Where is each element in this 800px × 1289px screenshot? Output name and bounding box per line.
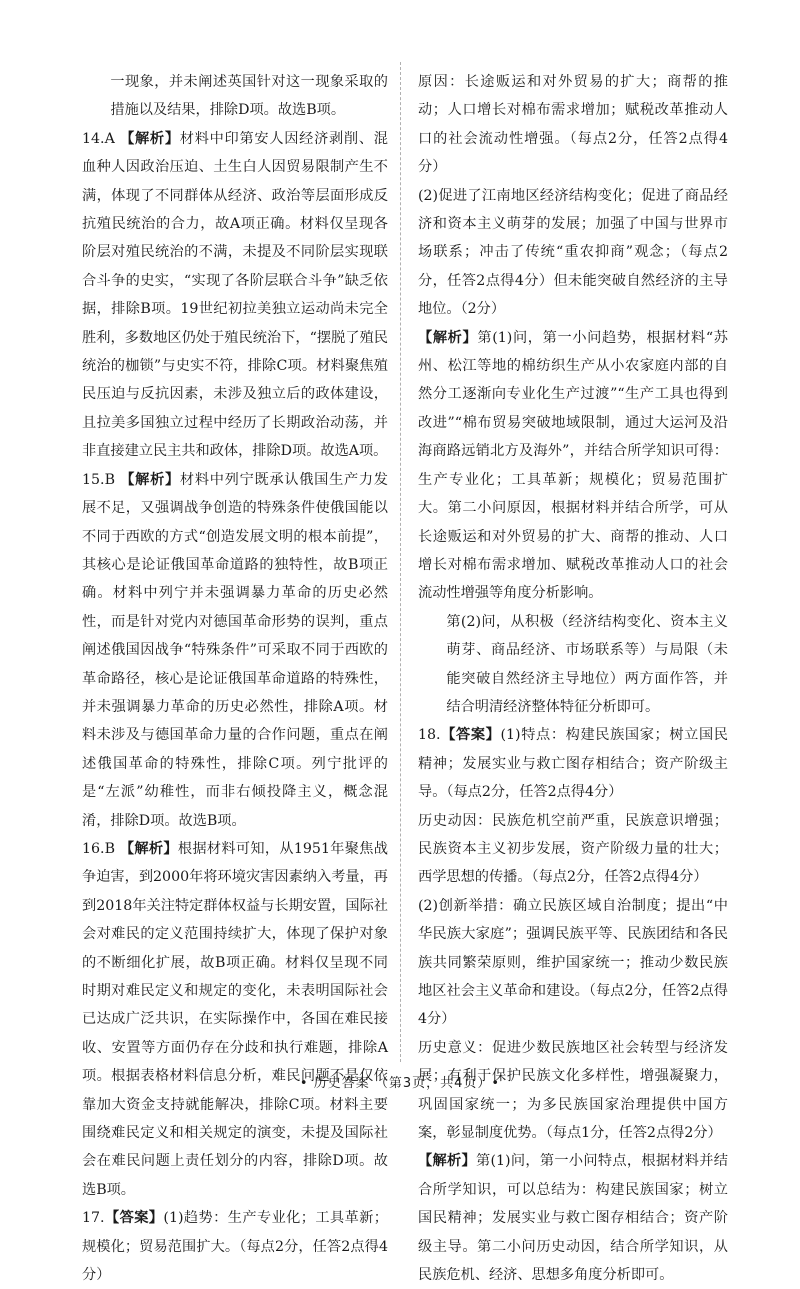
q17-tag: 【答案】 <box>104 1210 164 1227</box>
q18-cause: 历史动因：民族危机空前严重，民族意识增强；民族资本主义初步发展，资产阶级力量的壮大；西学思想的传播。（每点2分，任答2点得4分） <box>418 812 728 886</box>
q17-part2: (2)促进了江南地区经济结构变化；促进了商品经济和资本主义萌芽的发展；加强了中国与世界市场联系；冲击了传统“重农抑商”观念；（每点2分，任答2点得4分）但未能突破自然经济的主导地位。（2分） <box>418 187 728 318</box>
q18-part2: (2)创新举措：确立民族区域自治制度；提出“中华民族大家庭”；强调民族平等、民族团结和各民族共同繁荣原则，维护国家统一；推动少数民族地区社会主义革命和建设。（每点2分，任答2点得4分） <box>418 897 728 1028</box>
page-footer: • 历史答案 （第3页，共4页）• <box>299 1076 501 1091</box>
right-column <box>418 68 728 1289</box>
q18-analysis-text: 第(1)问，第一小问特点，根据材料并结合所学知识，可以总结为：构建民族国家；树立国民精神；发展实业与救亡图存相结合；资产阶级主导。第二小问历史动因，结合所学知识，从民族危机、经济、思想多角度分析即可。 <box>418 1153 728 1284</box>
q15-tag: 【解析】 <box>120 471 180 488</box>
q16-answer <box>82 835 388 1204</box>
q17-cause: 原因：长途贩运和对外贸易的扩大；商帮的推动；人口增长对棉布需求增加；赋税改革推动人口的社会流动性增强。（每点2分，任答2点得4分） <box>418 74 728 176</box>
q17-analysis-tag: 【解析】 <box>418 329 478 346</box>
q15-answer <box>82 466 388 835</box>
intro-paragraph: 一现象，并未阐述英国针对这一现象采取的措施以及结果，排除D项。故选B项。 <box>110 74 388 119</box>
q18-text: (1)特点：构建民族国家；树立国民精神；发展实业与救亡图存相结合；资产阶级主导。（每点2分，任答2点得4分） <box>418 727 728 801</box>
q18-answer <box>418 721 728 806</box>
q17-analysis2: 第(2)问，从积极（经济结构变化、资本主义萌芽、商品经济、市场联系等）与局限（未能突破自然经济主导地位）两方面作答，并结合明清经济整体特征分析即可。 <box>446 613 728 715</box>
column-divider <box>400 62 401 1062</box>
left-column <box>82 68 388 1289</box>
q15-text: 材料中列宁既承认俄国生产力发展不足，又强调战争创造的特殊条件使俄国能以不同于西欧的方式“创造发展文明的根本前提”，其核心是论证俄国革命道路的独特性，故B项正确。材料中列宁并未强调暴力革命的历史必然性，而是针对党内对德国革命形势的误判，重点阐述俄国因战争“特殊条件”可采取不同于西欧的革命路径，核心是论证俄国革命道路的特殊性，并未强调暴力革命的历史必然性，排除A项。材料未涉及与德国革命力量的合作问题，重点在阐述俄国革命的特殊性，排除C项。列宁批评的是“左派”幼稚性，而非右倾投降主义，概念混淆，排除D项。故选B项。 <box>82 471 388 829</box>
q17-analysis-text: 第(1)问，第一小问趋势，根据材料“苏州、松江等地的棉纺织生产从小农家庭内部的自然分工逐渐向专业化生产过渡”“生产工具也得到改进”“棉布贸易突破地域限制，通过大运河及沿海商路远销北方及海外”，并结合所学知识可得：生产专业化；工具革新；规模化；贸易范围扩大。第二小问原因，根据材料并结合所学，可从长途贩运和对外贸易的扩大、商帮的推动、人口增长对棉布需求增加、赋税改革推动人口的社会流动性增强等角度分析影响。 <box>418 329 728 602</box>
q14-tag: 【解析】 <box>120 130 180 147</box>
q18-analysis-tag: 【解析】 <box>418 1153 476 1170</box>
q18-tag: 【答案】 <box>440 727 501 744</box>
q17-label: 17. <box>82 1210 105 1227</box>
q14-text: 材料中印第安人因经济剥削、混血种人因政治压迫、土生白人因贸易限制产生不满，体现了不同群体从经济、政治等层面形成反抗殖民统治的合力，故A项正确。材料仅呈现各阶层对殖民统治的不满，未提及不同阶层实现联合斗争的史实，“实现了各阶层联合斗争”缺乏依据，排除B项。19世纪初拉美独立运动尚未完全胜利，多数地区仍处于殖民统治下，“摆脱了殖民统治的枷锁”与史实不符，排除C项。材料聚焦殖民压迫与反抗因素，未涉及独立后的政体建设，且拉美多国独立过程中经历了长期政治动荡，并非直接建立民主共和政体，排除D项。故选A项。 <box>82 130 388 460</box>
q15-label: 15.B <box>82 471 115 488</box>
q16-label: 16.B <box>82 840 115 857</box>
q14-answer <box>82 125 388 466</box>
q16-text: 根据材料可知，从1951年聚焦战争迫害，到2000年将环境灾害因素纳入考量，再到2018年关注特定群体权益与长期安置，国际社会对难民的定义范围持续扩大，体现了保护对象的不断细化扩展，故B项正确。材料仅呈现不同时期对难民定义和规定的变化，未表明国际社会已达成广泛共识，在实际操作中，各国在难民接收、安置等方面仍存在分歧和执行难题，排除A项。根据表格材料信息分析，难民问题不是仅依靠加大资金支持就能解决，排除C项。材料主要围绕难民定义和相关规定的演变，未提及国际社会在难民问题上责任划分的内容，排除D项。故选B项。 <box>82 840 388 1198</box>
q18-label: 18. <box>418 727 441 744</box>
q17-answer-start <box>82 1204 388 1289</box>
q17-text: (1)趋势：生产专业化；工具革新；规模化；贸易范围扩大。（每点2分，任答2点得4分） <box>82 1210 388 1284</box>
q18-significance: 历史意义：促进少数民族地区社会转型与经济发展；有利于保护民族文化多样性，增强凝聚力，巩固国家统一；为多民族国家治理提供中国方案，彰显制度优势。（每点1分，任答2点得2分） <box>418 1039 728 1142</box>
q17-analysis <box>418 324 728 608</box>
q14-label: 14.A <box>82 130 115 147</box>
q18-analysis <box>418 1147 728 1289</box>
q16-tag: 【解析】 <box>119 840 178 857</box>
